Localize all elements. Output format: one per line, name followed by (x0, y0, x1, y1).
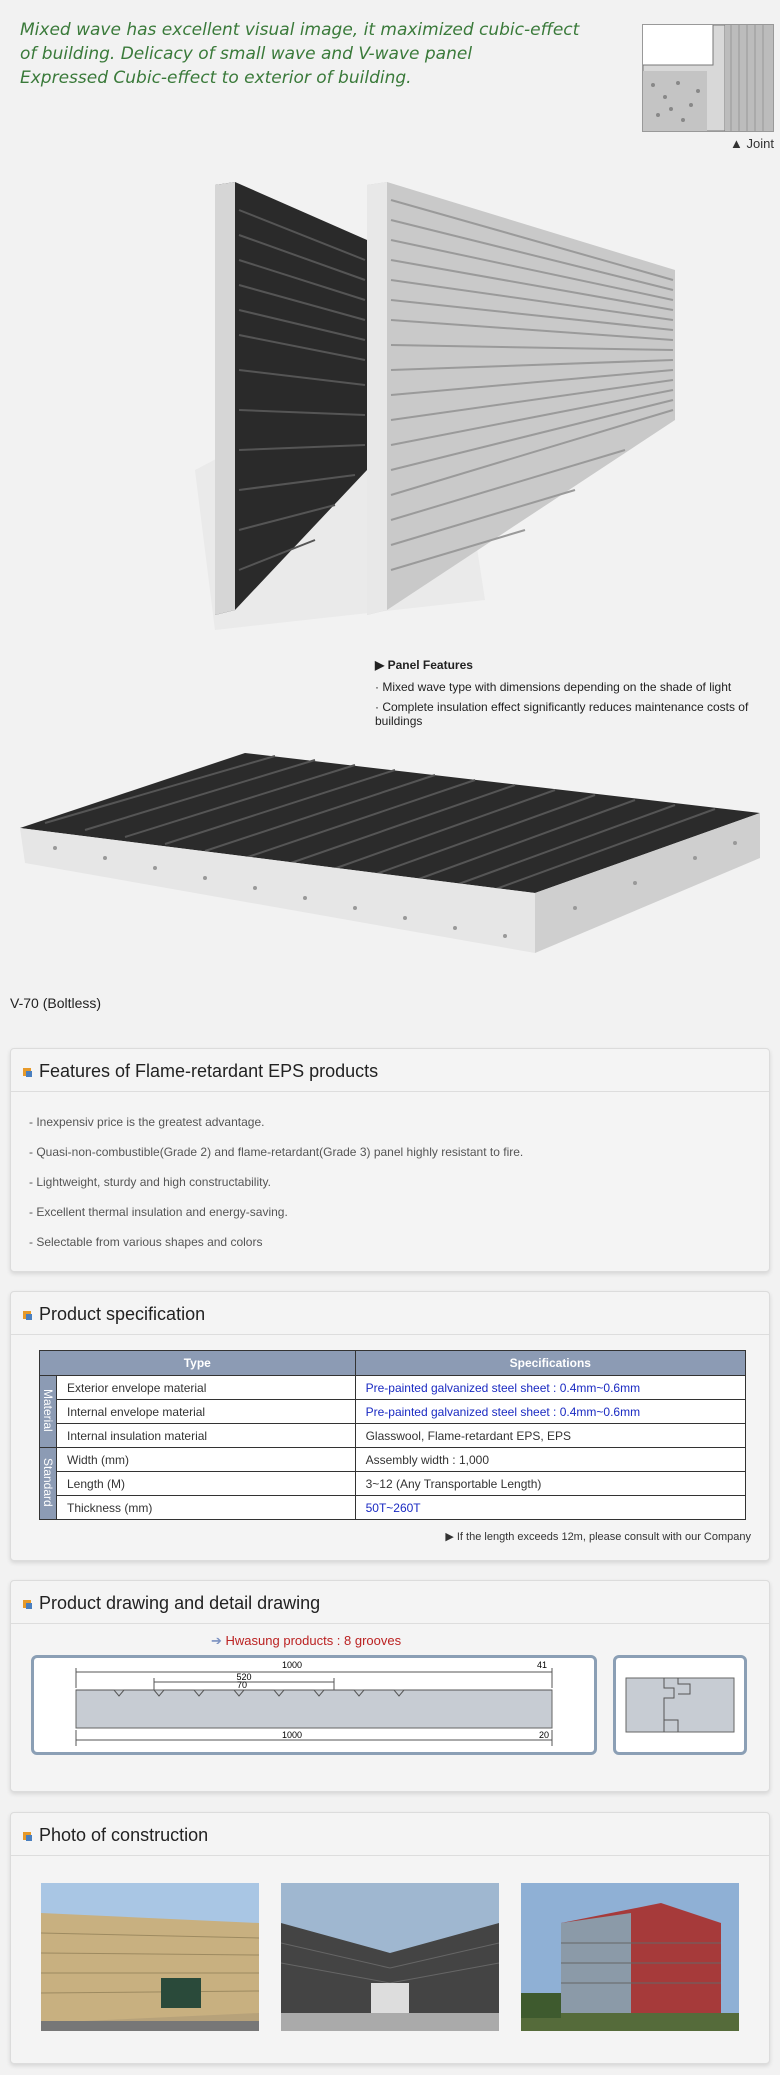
table-row (40, 1400, 746, 1424)
joint-detail-image (642, 24, 774, 132)
panel-illustration (155, 170, 675, 630)
spec-table (39, 1350, 746, 1520)
row-spec: 3~12 (Any Transportable Length) (355, 1472, 745, 1496)
panel-section-drawing (31, 1655, 597, 1755)
divider (11, 1091, 769, 1092)
drawing-title (23, 1593, 320, 1614)
arrow-right-icon: ➔ (211, 1633, 222, 1648)
feature-item: - Selectable from various shapes and colors (29, 1235, 263, 1249)
photo-title (23, 1825, 208, 1846)
table-row (40, 1472, 746, 1496)
row-type: Internal insulation material (57, 1424, 356, 1448)
construction-photo-3 (521, 1883, 739, 2031)
panel-feature-item: · Complete insulation effect significantly reduces maintenance costs of buildings (375, 700, 749, 728)
table-header-row (40, 1351, 746, 1376)
construction-photo-1 (41, 1883, 259, 2031)
table-row (40, 1448, 746, 1472)
row-type: Internal envelope material (57, 1400, 356, 1424)
dim-small: 70 (236, 1680, 248, 1690)
photo-card (10, 1812, 770, 2064)
drawing-card (10, 1580, 770, 1792)
bullet-icon (23, 1832, 31, 1840)
row-spec: Assembly width : 1,000 (355, 1448, 745, 1472)
construction-photo-2 (281, 1883, 499, 2031)
dim-bottom-right: 20 (538, 1730, 550, 1740)
row-type: Width (mm) (57, 1448, 356, 1472)
group-label: Standard (41, 1457, 55, 1507)
spec-card (10, 1291, 770, 1561)
features-title-text: Features of Flame-retardant EPS products (39, 1061, 379, 1081)
feature-item: - Lightweight, sturdy and high constructability. (29, 1175, 271, 1189)
table-row (40, 1496, 746, 1520)
grooves-text: Hwasung products : 8 grooves (225, 1633, 402, 1648)
divider (11, 1334, 769, 1335)
group-material (40, 1376, 57, 1448)
features-card (10, 1048, 770, 1272)
row-type: Thickness (mm) (57, 1496, 356, 1520)
divider (11, 1623, 769, 1624)
panel-features-heading: ▶ Panel Features (375, 658, 473, 672)
bullet-icon (23, 1311, 31, 1319)
features-title (23, 1061, 378, 1082)
joint-caption: ▲ Joint (730, 136, 774, 151)
intro-line-2: of building. Delicacy of small wave and V-wave panel (20, 44, 473, 64)
bullet-icon (23, 1068, 31, 1076)
intro-text (20, 18, 580, 90)
group-standard (40, 1448, 57, 1520)
row-type: Length (M) (57, 1472, 356, 1496)
grooves-label (211, 1633, 401, 1649)
group-label: Material (41, 1388, 55, 1432)
feature-item: - Quasi-non-combustible(Grade 2) and flame-retardant(Grade 3) panel highly resistant to fire. (29, 1145, 524, 1159)
panel-features (375, 658, 780, 734)
dim-mid: 520 (236, 1672, 252, 1682)
intro-line-3: Expressed Cubic-effect to exterior of building. (20, 68, 412, 88)
drawing-title-text: Product drawing and detail drawing (39, 1593, 321, 1613)
panel-feature-item: · Mixed wave type with dimensions depending on the shade of light (375, 680, 732, 694)
bullet-icon (23, 1600, 31, 1608)
spec-title-text: Product specification (39, 1304, 206, 1324)
spec-title (23, 1304, 205, 1325)
row-spec: 50T~260T (355, 1496, 745, 1520)
product-name: V-70 (Boltless) (10, 995, 102, 1011)
flat-panel-illustration (15, 748, 760, 958)
table-row (40, 1424, 746, 1448)
table-header-spec: Specifications (355, 1351, 745, 1376)
dim-right: 41 (536, 1660, 548, 1670)
photo-title-text: Photo of construction (39, 1825, 209, 1845)
table-header-type: Type (40, 1351, 356, 1376)
row-spec: Pre-painted galvanized steel sheet : 0.4mm~0.6mm (355, 1400, 745, 1424)
row-type: Exterior envelope material (57, 1376, 356, 1400)
feature-item: - Excellent thermal insulation and energy-saving. (29, 1205, 288, 1219)
row-spec: Pre-painted galvanized steel sheet : 0.4mm~0.6mm (355, 1376, 745, 1400)
joint-detail-drawing (613, 1655, 747, 1755)
spec-note: ▶ If the length exceeds 12m, please consult with our Company (445, 1531, 751, 1543)
divider (11, 1855, 769, 1856)
table-row (40, 1376, 746, 1400)
feature-item: - Inexpensiv price is the greatest advantage. (29, 1115, 265, 1129)
row-spec: Glasswool, Flame-retardant EPS, EPS (355, 1424, 745, 1448)
dim-bottom: 1000 (281, 1730, 303, 1740)
intro-line-1: Mixed wave has excellent visual image, it maximized cubic-effect (20, 20, 580, 40)
dim-top: 1000 (281, 1660, 303, 1670)
